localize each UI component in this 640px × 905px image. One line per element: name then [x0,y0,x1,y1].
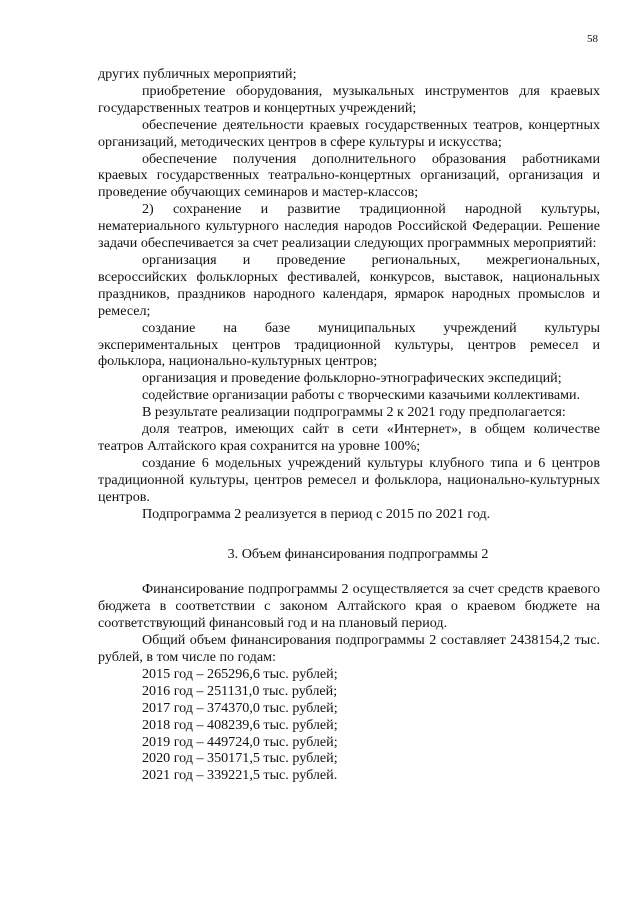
paragraph: доля театров, имеющих сайт в сети «Интернет», в общем количестве театров Алтайского края сохранится на уровне 100%; [98,421,600,454]
section-gap [98,563,600,581]
paragraph: содействие организации работы с творческими казачьими коллективами. [142,387,581,404]
paragraph: обеспечение получения дополнительного образования работниками краевых государственных театрально-концертных организаций, организация и проведение обучающих семинаров и мастер-классов; [98,150,600,201]
year-item: 2020 год – 350171,5 тыс. рублей; [142,750,338,767]
paragraph: других публичных мероприятий; [98,66,297,82]
paragraph: создание на базе муниципальных учреждений культуры экспериментальных центров традиционной культуры, центров ремесел и фольклора, национально-культурных центров; [98,319,600,370]
year-item: 2019 год – 449724,0 тыс. рублей; [142,733,338,750]
section-heading: 3. Объем финансирования подпрограммы 2 [227,546,489,563]
document-body [98,66,600,784]
paragraph: организация и проведение фольклорно-этнографических экспедиций; [142,370,562,387]
paragraph: Общий объем финансирования подпрограммы 2 составляет 2438154,2 тыс. рублей, в том числе по годам: [98,632,600,665]
paragraph: Финансирование подпрограммы 2 осуществляется за счет средств краевого бюджета в соответствии с законом Алтайского края о краевом бюджете на соответствующий финансовый год и на плановый период. [98,581,600,632]
year-item: 2017 год – 374370,0 тыс. рублей; [142,699,338,716]
year-item: 2021 год – 339221,5 тыс. рублей. [142,767,338,784]
paragraph: организация и проведение региональных, межрегиональных, всероссийских фольклорных фестивалей, конкурсов, выставок, национальных праздников, праздников народного календаря, ярмарок народных промыслов и ремесел; [98,251,600,319]
year-item: 2016 год – 251131,0 тыс. рублей; [142,682,338,699]
section-gap [98,522,600,546]
year-item: 2015 год – 265296,6 тыс. рублей; [142,665,338,682]
paragraph: создание 6 модельных учреждений культуры клубного типа и 6 центров традиционной культуры, центров ремесел и фольклора, национально-культурных центров. [98,454,600,505]
page-number: 58 [587,33,598,45]
year-item: 2018 год – 408239,6 тыс. рублей; [142,716,338,733]
paragraph: 2) сохранение и развитие традиционной народной культуры, нематериального культурного наследия народов Российской Федерации. Решение задачи обеспечивается за счет реализации следующих программных мероприятий: [98,201,600,252]
paragraph: обеспечение деятельности краевых государственных театров, концертных организаций, методических центров в сфере культуры и искусства; [98,116,600,150]
paragraph: В результате реализации подпрограммы 2 к 2021 году предполагается: [142,404,566,421]
paragraph: Подпрограмма 2 реализуется в период с 2015 по 2021 год. [142,505,491,522]
paragraph: приобретение оборудования, музыкальных инструментов для краевых государственных театров и концертных учреждений; [98,82,600,116]
